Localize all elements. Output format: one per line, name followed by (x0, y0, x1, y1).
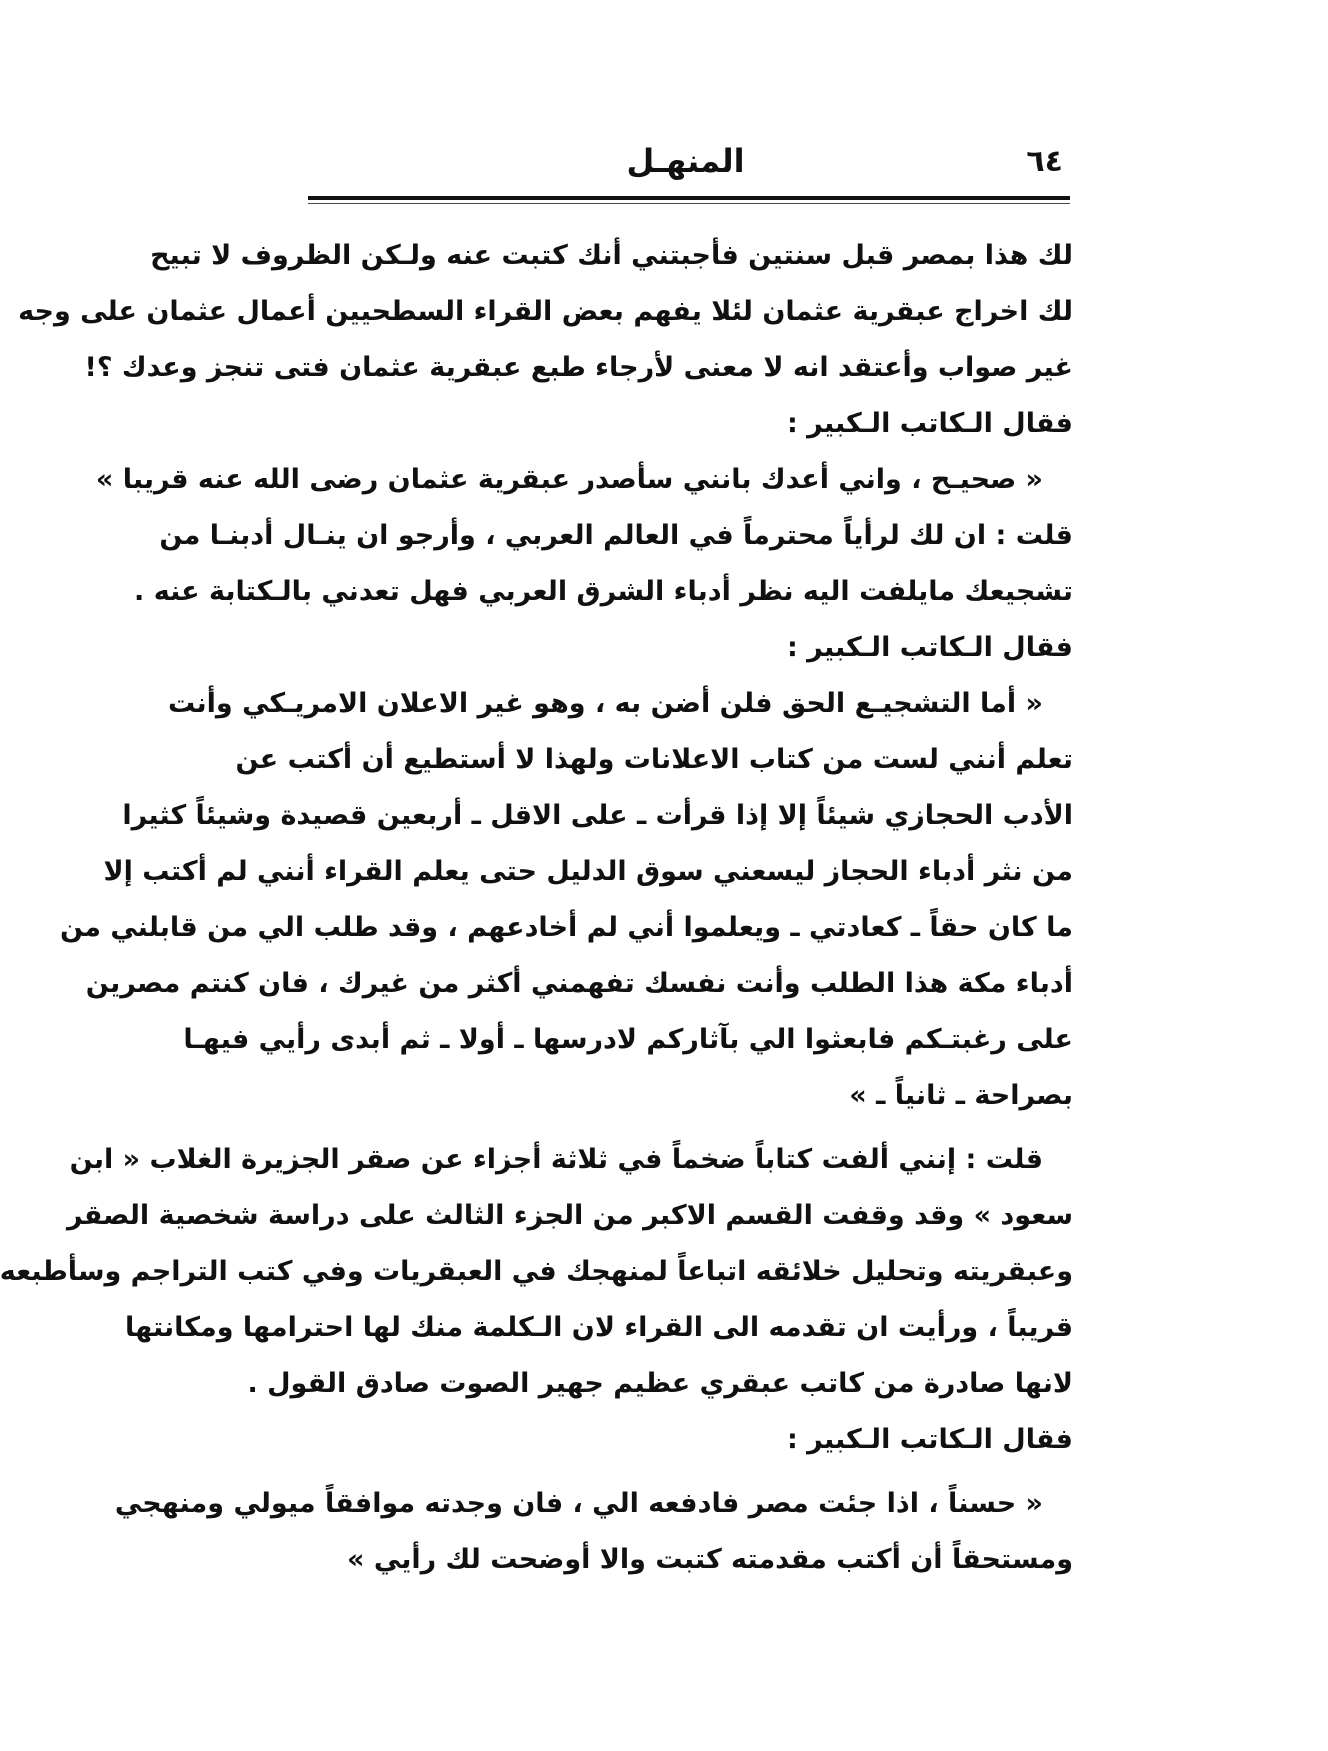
text-line: لانها صادرة من كاتب عبقري عظيم جهير الصوت صادق القول . (247, 1368, 1073, 1399)
text-line: ما كان حقاً ـ كعادتي ـ ويعلموا أني لم أخادعهم ، وقد طلب الي من قابلني من (59, 912, 1073, 943)
text-line: قلت : إنني ألفت كتاباً ضخماً في ثلاثة أجزاء عن صقر الجزيرة الغلاب « ابن (69, 1144, 1043, 1175)
text-line: قلت : ان لك لرأياً محترماً في العالم العربي ، وأرجو ان ينـال أدبنـا من (159, 520, 1073, 551)
page-header (308, 140, 1063, 200)
text-line: قريباً ، ورأيت ان تقدمه الى القراء لان الـكلمة منك لها احترامها ومكانتها (125, 1312, 1073, 1343)
page-number: ٦٤ (1026, 144, 1063, 179)
text-line: غير صواب وأعتقد انه لا معنى لأرجاء طبع عبقرية عثمان فتى تنجز وعدك ؟! (84, 352, 1073, 383)
text-line: بصراحة ـ ثانياً ـ » (849, 1080, 1073, 1111)
running-title: المنهـل (626, 142, 745, 180)
text-line: « حسناً ، اذا جئت مصر فادفعه الي ، فان وجدته موافقاً ميولي ومنهجي (114, 1488, 1043, 1519)
text-line: « صحيـح ، واني أعدك بانني سأصدر عبقرية عثمان رضى الله عنه قريبا » (95, 464, 1043, 495)
text-line: فقال الـكاتب الـكبير : (786, 1424, 1073, 1455)
text-line: « أما التشجيـع الحق فلن أضن به ، وهو غير الاعلان الامريـكي وأنت (167, 688, 1043, 719)
header-rule-thin (308, 203, 1070, 204)
text-line: ومستحقاً أن أكتب مقدمته كتبت والا أوضحت لك رأيي » (347, 1544, 1073, 1575)
text-line: لك اخراج عبقرية عثمان لئلا يفهم بعض القراء السطحيين أعمال عثمان على وجه (18, 296, 1073, 327)
text-line: تشجيعك مايلفت اليه نظر أدباء الشرق العربي فهل تعدني بالـكتابة عنه . (134, 576, 1073, 607)
text-line: سعود » وقد وقفت القسم الاكبر من الجزء الثالث على دراسة شخصية الصقر (66, 1200, 1073, 1231)
text-line: لك هذا بمصر قبل سنتين فأجبتني أنك كتبت عنه ولـكن الظروف لا تبيح (150, 240, 1073, 271)
text-line: تعلم أنني لست من كتاب الاعلانات ولهذا لا أستطيع أن أكتب عن (235, 744, 1073, 775)
text-line: وعبقريته وتحليل خلائقه اتباعاً لمنهجك في العبقريات وفي كتب التراجم وسأطبعه (0, 1256, 1073, 1287)
text-line: أدباء مكة هذا الطلب وأنت نفسك تفهمني أكثر من غيرك ، فان كنتم مصرين (85, 968, 1073, 999)
text-line: من نثر أدباء الحجاز ليسعني سوق الدليل حتى يعلم القراء أنني لم أكتب إلا (103, 856, 1073, 887)
text-line: فقال الـكاتب الـكبير : (786, 408, 1073, 439)
text-line: الأدب الحجازي شيئاً إلا إذا قرأت ـ على الاقل ـ أربعين قصيدة وشيئاً كثيرا (122, 800, 1073, 831)
body-text (0, 228, 1073, 1588)
text-line: فقال الـكاتب الـكبير : (786, 632, 1073, 663)
header-rule (308, 196, 1070, 200)
paragraph-gap (308, 1124, 1073, 1132)
paragraph-gap (308, 1468, 1073, 1476)
text-line: على رغبتـكم فابعثوا الي بآثاركم لادرسها ـ أولا ـ ثم أبدى رأيي فيهـا (183, 1024, 1073, 1055)
